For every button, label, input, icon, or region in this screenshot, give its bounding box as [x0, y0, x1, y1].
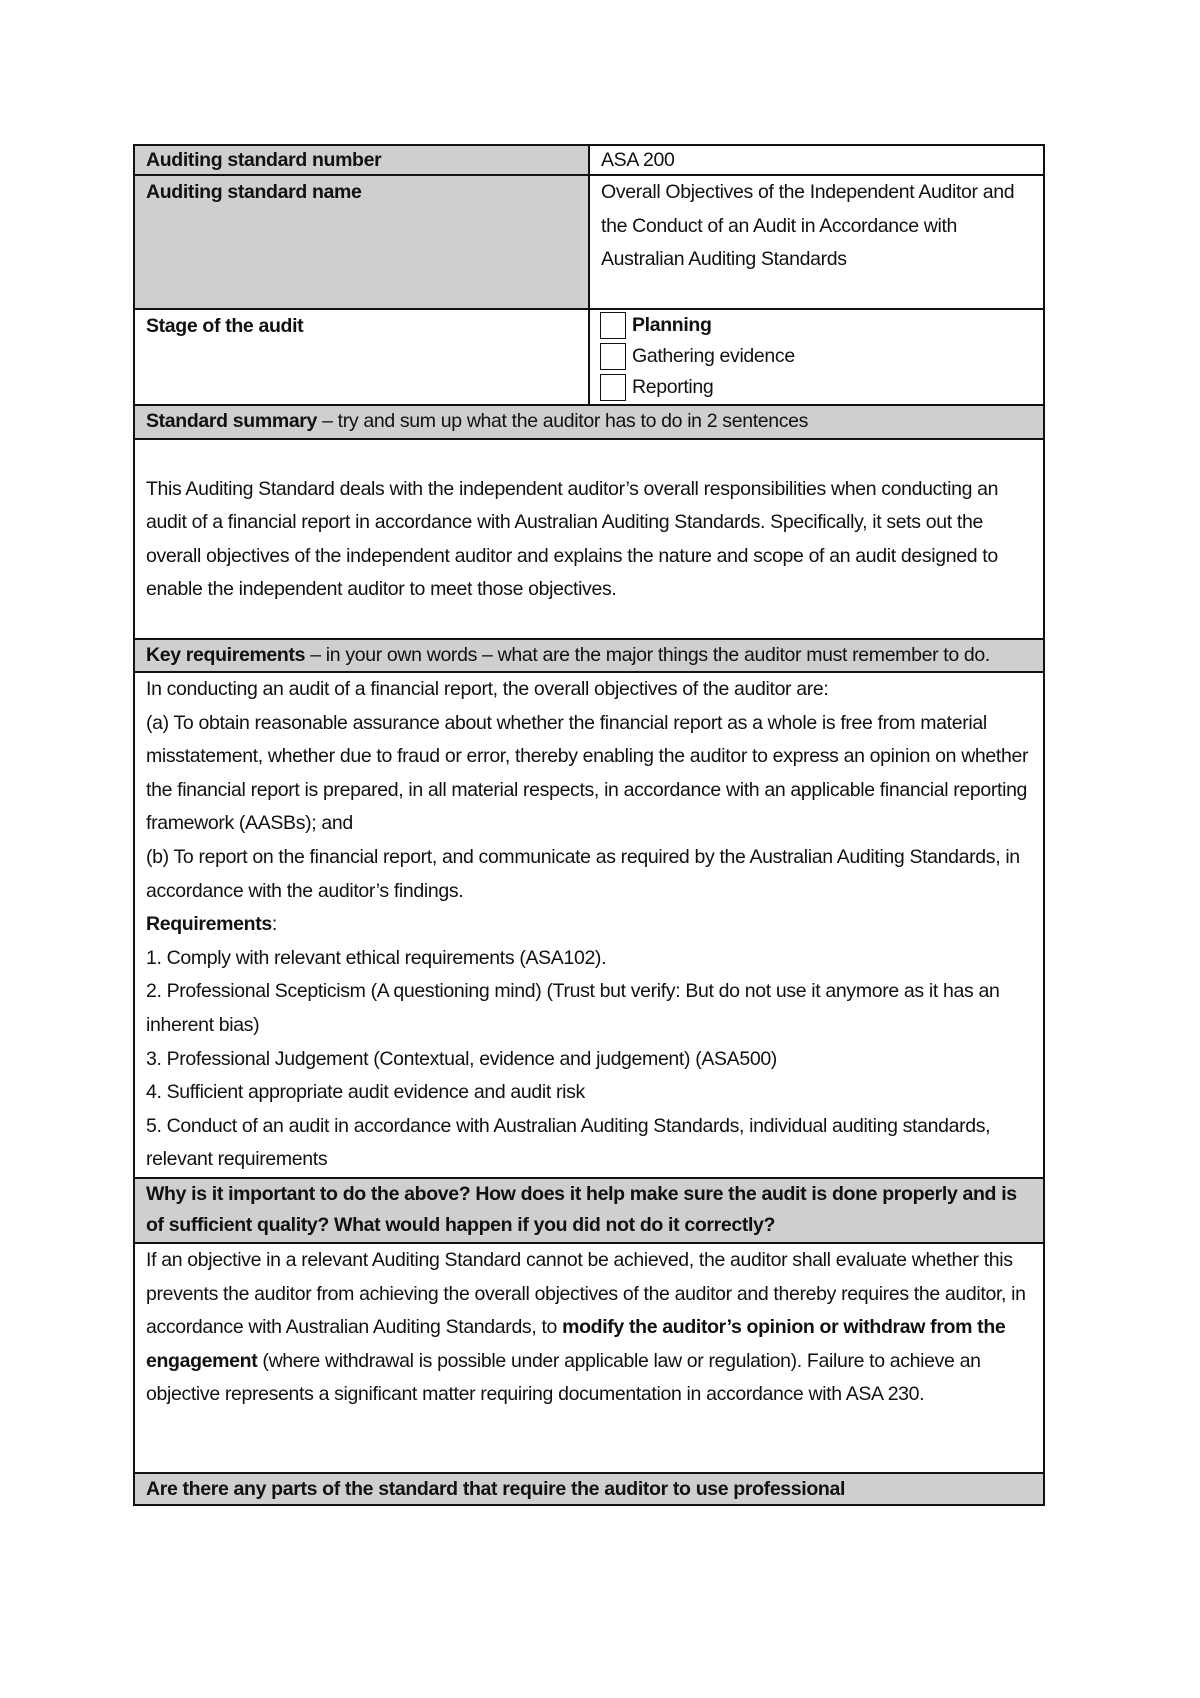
- key-requirements-header-prompt: – in your own words – what are the major things the auditor must remember to do.: [305, 643, 990, 666]
- summary-header-row: [134, 405, 1044, 439]
- stage-option-gathering-evidence[interactable]: [600, 341, 1033, 372]
- requirements-label: Requirements: [146, 913, 272, 936]
- importance-body[interactable]: [134, 1243, 1044, 1473]
- stage-options: [589, 309, 1044, 405]
- standard-number-value[interactable]: ASA 200: [589, 145, 1044, 175]
- stage-option-planning[interactable]: [600, 310, 1033, 341]
- key-requirements-header-row: [134, 639, 1044, 673]
- stage-option-reporting[interactable]: [600, 372, 1033, 403]
- stage-option-label: Gathering evidence: [632, 345, 795, 367]
- key-requirements-header: [134, 639, 1044, 673]
- blank-line: [146, 440, 1033, 473]
- objective-a: (a) To obtain reasonable assurance about whether the financial report as a whole is free from material misstatement, whether due to fraud or error, thereby enabling the auditor to express an opinion on whether the financial report is prepared, in all material respects, in accordance with an applicable financial reporting framework (AASBs); and: [146, 711, 1029, 835]
- importance-text-part2: (where withdrawal is possible under applicable law or regulation). Failure to achieve an objective represents a significant matter requiring documentation in accordance with ASA 230.: [146, 1349, 981, 1406]
- summary-header-prompt: – try and sum up what the auditor has to do in 2 sentences: [317, 410, 809, 432]
- checkbox-reporting[interactable]: [600, 374, 626, 401]
- standard-number-label: Auditing standard number: [134, 145, 589, 175]
- objective-b: (b) To report on the financial report, and communicate as required by the Australian Auditing Standards, in accordance with the auditor’s findings.: [146, 845, 1020, 902]
- requirements-colon: :: [271, 913, 277, 936]
- objectives-intro: In conducting an audit of a financial report, the overall objectives of the auditor are:: [146, 678, 829, 700]
- requirement-item: 1. Comply with relevant ethical requirements (ASA102).: [146, 946, 607, 969]
- key-requirements-body[interactable]: [134, 672, 1044, 1178]
- importance-header: Why is it important to do the above? How does it help make sure the audit is done properly and is of sufficient quality? What would happen if you did not do it correctly?: [134, 1178, 1044, 1243]
- standard-name-row: [134, 175, 1044, 309]
- standard-name-label: Auditing standard name: [134, 175, 589, 309]
- summary-header-title: Standard summary: [146, 410, 318, 432]
- standard-number-row: [134, 145, 1044, 175]
- judgement-header-row: [134, 1473, 1044, 1505]
- importance-text-part1: If an objective in a relevant Auditing Standard cannot be achieved, the auditor shall evaluate whether this prevents the auditor from achieving the overall objectives of the auditor and thereby requires the auditor, in accordance with Australian Auditing Standards, to: [146, 1248, 1026, 1339]
- summary-body-row: [134, 439, 1044, 639]
- stage-option-label: Planning: [632, 314, 712, 336]
- requirement-item: 5. Conduct of an audit in accordance with Australian Auditing Standards, individual auditing standards, relevant requirements: [146, 1114, 991, 1171]
- requirements-heading: [146, 908, 1033, 942]
- key-requirements-body-row: [134, 672, 1044, 1178]
- importance-header-row: [134, 1178, 1044, 1243]
- stage-row: [134, 309, 1044, 405]
- summary-body[interactable]: [134, 439, 1044, 639]
- standard-name-value[interactable]: Overall Objectives of the Independent Auditor and the Conduct of an Audit in Accordance with Australian Auditing Standards: [589, 175, 1044, 309]
- checkbox-gathering-evidence[interactable]: [600, 343, 626, 370]
- judgement-header: Are there any parts of the standard that require the auditor to use professional: [134, 1473, 1044, 1505]
- requirement-item: 3. Professional Judgement (Contextual, evidence and judgement) (ASA500): [146, 1047, 777, 1070]
- stage-label: Stage of the audit: [134, 309, 589, 405]
- requirement-item: 2. Professional Scepticism (A questioning mind) (Trust but verify: But do not use it anymore as it has an inherent bias): [146, 980, 1000, 1036]
- importance-body-row: [134, 1243, 1044, 1473]
- key-requirements-header-title: Key requirements: [146, 643, 306, 666]
- summary-text: This Auditing Standard deals with the independent auditor’s overall responsibilities when conducting an audit of a financial report in accordance with Australian Auditing Standards. Specifically, it sets out the overall objectives of the independent auditor and explains the nature and scope of an audit designed to enable the independent auditor to meet those objectives.: [146, 477, 999, 601]
- checkbox-planning[interactable]: [600, 312, 626, 339]
- summary-header: [134, 405, 1044, 439]
- requirement-item: 4. Sufficient appropriate audit evidence and audit risk: [146, 1081, 585, 1104]
- stage-option-label: Reporting: [632, 376, 714, 398]
- document-page: [133, 144, 1043, 1506]
- importance-text-emphasis: modify the auditor’s opinion or withdraw from the engagement: [146, 1316, 1006, 1372]
- importance-text: [146, 1244, 1033, 1412]
- audit-standard-worksheet-table: [133, 144, 1045, 1506]
